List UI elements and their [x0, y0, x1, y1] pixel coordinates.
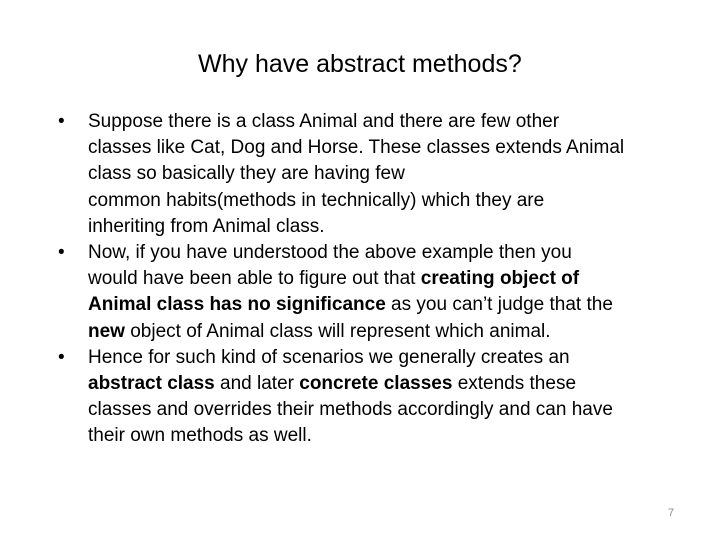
slide-title: Why have abstract methods?: [198, 50, 522, 78]
text-line: [88, 319, 708, 345]
text-line: Suppose there is a class Animal and there are few other: [88, 111, 560, 132]
text-line: common habits(methods in technically) which they are: [88, 189, 545, 211]
text-line: classes like Cat, Dog and Horse. These classes extends Animal: [88, 137, 625, 159]
page-number: 7: [668, 507, 675, 519]
text-line: [88, 292, 708, 318]
bullet-marker: •: [58, 242, 65, 264]
emphasis-text: new: [88, 320, 125, 342]
text-line: Now, if you have understood the above example then you: [88, 242, 572, 264]
text-line: [88, 371, 708, 397]
text-line: Hence for such kind of scenarios we generally creates an: [88, 346, 570, 368]
emphasis-text: Animal class has no significance: [88, 294, 386, 316]
text-line: [88, 266, 708, 292]
bullet-item-1: [58, 109, 708, 240]
bullet-marker: •: [58, 111, 65, 132]
text-line: inheriting from Animal class.: [88, 215, 325, 237]
text-run: extends these: [452, 373, 577, 395]
bullet-item-3: [58, 345, 708, 450]
text-run: and later: [214, 373, 300, 395]
emphasis-text: creating object of: [420, 268, 580, 290]
text-run: would have been able to figure out that: [88, 268, 421, 290]
emphasis-text: abstract class: [88, 373, 215, 395]
text-line: their own methods as well.: [88, 425, 312, 447]
text-run: object of Animal class will represent which animal.: [124, 320, 551, 342]
bullet-item-2: [58, 240, 708, 345]
bullet-list: [58, 109, 708, 450]
bullet-marker: •: [58, 346, 65, 368]
text-run: as you can’t judge that the: [385, 294, 613, 316]
text-line: class so basically they are having few: [88, 163, 405, 185]
emphasis-text: concrete classes: [299, 373, 453, 395]
text-line: classes and overrides their methods accordingly and can have: [88, 399, 613, 421]
